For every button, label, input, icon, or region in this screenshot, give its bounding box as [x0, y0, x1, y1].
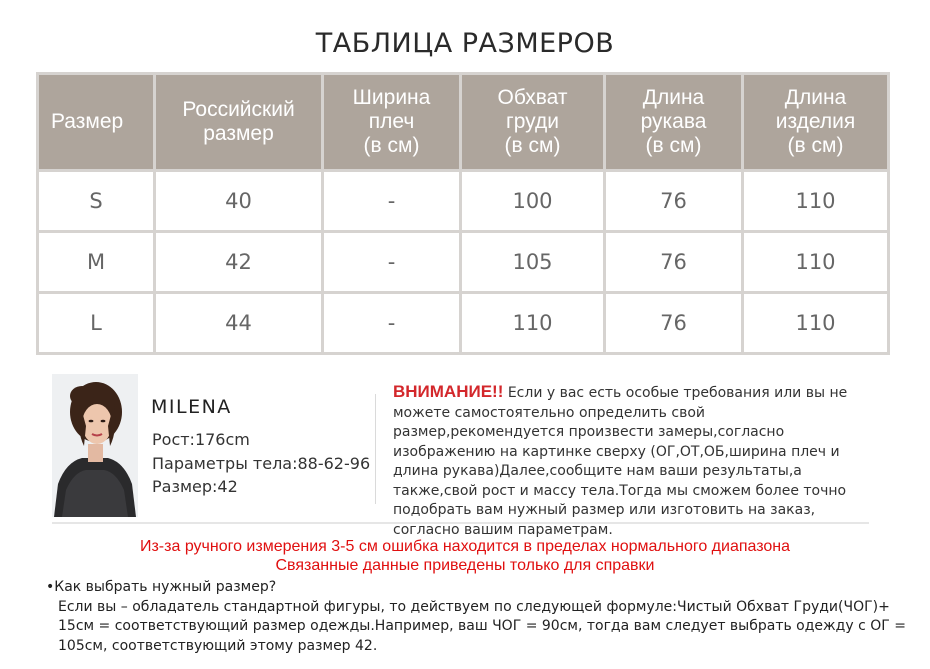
table-cell: 100	[461, 171, 605, 232]
table-cell: S	[38, 171, 155, 232]
table-row	[38, 293, 889, 354]
how-to-answer: Если вы – обладатель стандартной фигуры, то действуем по следующей формуле:Чистый Обхват Груди(ЧОГ)+ 15см = соответствующий размер одежды.Например, ваш ЧОГ = 90см, тогда вам следует выбрать одежду с ОГ = 105см, соответствующий этому размер 42.	[58, 598, 906, 654]
header-shoulder-width: Ширина плеч (в см)	[323, 74, 461, 171]
model-portrait-icon	[52, 374, 138, 517]
page-title: ТАБЛИЦА РАЗМЕРОВ	[315, 28, 615, 59]
size-table	[36, 72, 890, 355]
model-size: Размер:42	[152, 477, 238, 496]
table-cell: 110	[743, 293, 889, 354]
measurement-error-notice: Из-за ручного измерения 3-5 см ошибка находится в пределах нормального диапазона	[139, 538, 791, 555]
table-cell: 76	[605, 232, 743, 293]
table-row	[38, 232, 889, 293]
header-garment-length: Длина изделия (в см)	[743, 74, 889, 171]
model-height: Рост:176cm	[152, 430, 250, 449]
table-cell: 110	[743, 171, 889, 232]
table-cell: 110	[743, 232, 889, 293]
table-cell: -	[323, 293, 461, 354]
table-header-row	[38, 74, 889, 171]
table-cell: M	[38, 232, 155, 293]
table-cell: 105	[461, 232, 605, 293]
reference-notice: Связанные данные приведены только для справки	[275, 557, 655, 574]
table-cell: 40	[155, 171, 323, 232]
table-cell: L	[38, 293, 155, 354]
table-cell: 76	[605, 293, 743, 354]
table-cell: 42	[155, 232, 323, 293]
table-cell: 76	[605, 171, 743, 232]
table-cell: -	[323, 232, 461, 293]
table-cell: 110	[461, 293, 605, 354]
table-cell: -	[323, 171, 461, 232]
how-to-choose	[46, 578, 906, 656]
how-to-question: •Как выбрать нужный размер?	[46, 579, 277, 595]
header-size: Размер	[38, 74, 155, 171]
model-name: MILENA	[151, 396, 232, 418]
attention-label: ВНИМАНИЕ!!	[393, 382, 504, 401]
table-row	[38, 171, 889, 232]
attention-text: Если у вас есть особые требования или вы не можете самостоятельно определить свой размер,рекомендуется произвести замеры,согласно изображению на картинке сверху (ОГ,ОТ,ОБ,ширина плеч и длина рукава)Далее,сообщите нам ваши результаты,а также,свой рост и массу тела.Тогда мы сможем более точно подобрать вам нужный размер или изготовить на заказ, согласно вашим параметрам.	[393, 385, 848, 538]
model-photo	[52, 374, 138, 517]
header-sleeve-length: Длина рукава (в см)	[605, 74, 743, 171]
model-card	[52, 372, 869, 538]
header-chest: Обхват груди (в см)	[461, 74, 605, 171]
table-cell: 44	[155, 293, 323, 354]
header-russian-size: Российский размер	[155, 74, 323, 171]
divider	[375, 394, 376, 504]
model-body-params: Параметры тела:88-62-96	[152, 454, 371, 473]
attention-note	[393, 382, 873, 540]
